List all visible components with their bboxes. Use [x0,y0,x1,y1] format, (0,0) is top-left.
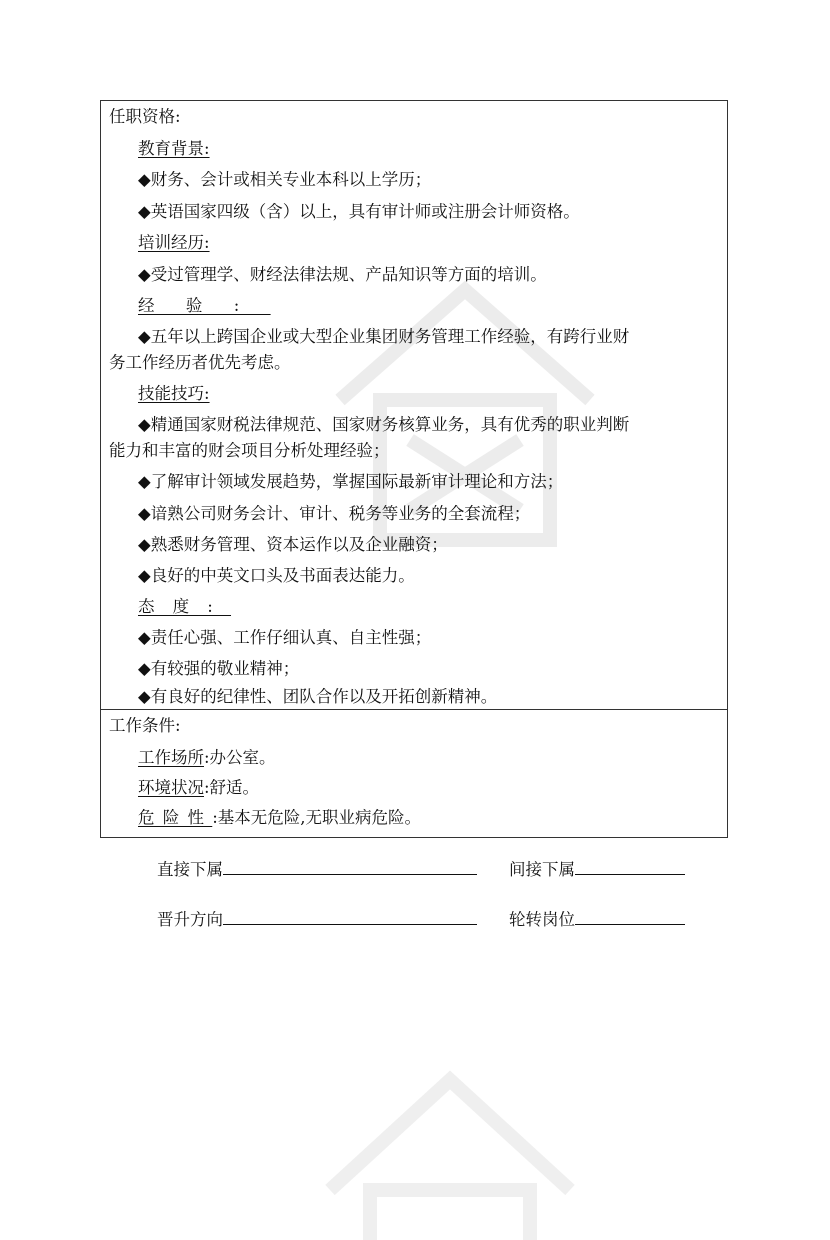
workplace-label: 工作场所 [138,748,204,767]
environment-row [138,776,719,800]
experience-heading [138,294,719,318]
training-heading [138,231,719,255]
rotation-position-field[interactable] [575,906,685,925]
promotion-direction-label: 晋升方向 [157,910,223,929]
experience-heading-text: 经验: [138,296,271,315]
skills-item-5: ◆良好的中英文口头及书面表达能力。 [138,566,415,585]
skills-item-1-line-1: ◆精通国家财税法律规范、国家财务核算业务，具有优秀的职业判断 [138,415,630,434]
experience-item-line-2: 务工作经历者优先考虑。 [109,353,291,372]
promotion-direction-field[interactable] [223,906,477,925]
attitude-heading [138,595,719,619]
rotation-position-label: 轮转岗位 [509,910,575,929]
attitude-item-1: ◆责任心强、工作仔细认真、自主性强； [138,628,432,647]
skills-heading [138,382,719,406]
education-item-2: ◆英语国家四级（含）以上，具有审计师或注册会计师资格。 [138,202,580,221]
environment-label: 环境状况 [138,778,204,797]
skills-item-2: ◆了解审计领域发展趋势，掌握国际最新审计理论和方法； [138,472,564,491]
workplace-value: :办公室。 [204,748,276,767]
footer-row-subordinates [157,856,685,882]
risk-value: :基本无危险,无职业病危险。 [212,808,422,827]
training-item-1: ◆受过管理学、财经法律法规、产品知识等方面的培训。 [138,265,547,284]
education-heading [138,137,719,161]
experience-item-line-1: ◆五年以上跨国企业或大型企业集团财务管理工作经验，有跨行业财 [138,327,630,346]
skills-heading-text: 技能技巧: [138,384,210,403]
skills-item-4: ◆熟悉财务管理、资本运作以及企业融资； [138,535,448,554]
risk-label: 危险性 [138,808,213,827]
footer-row-career [157,906,685,932]
qualifications-title: 任职资格: [109,107,181,126]
workplace-row [138,746,719,770]
attitude-item-3: ◆有良好的纪律性、团队合作以及开拓创新精神。 [138,687,498,706]
indirect-subordinate-field[interactable] [575,856,685,875]
skills-item-3: ◆谙熟公司财务会计、审计、税务等业务的全套流程； [138,504,531,523]
conditions-cell [101,710,728,838]
risk-row [138,806,719,830]
education-item-1: ◆财务、会计或相关专业本科以上学历； [138,170,432,189]
direct-subordinate-label: 直接下属 [157,860,223,879]
conditions-title: 工作条件: [109,716,181,735]
indirect-subordinate-label: 间接下属 [509,860,575,879]
training-heading-text: 培训经历: [138,233,210,252]
qualifications-cell [101,101,728,710]
skills-item-1-line-2: 能力和丰富的财会项目分析处理经验； [109,441,390,460]
watermark-logo-bottom [300,1040,600,1240]
attitude-item-2: ◆有较强的敬业精神； [138,659,300,678]
job-requirements-table [100,100,728,838]
environment-value: :舒适。 [204,778,260,797]
attitude-heading-text: 态度: [138,597,232,616]
direct-subordinate-field[interactable] [223,856,477,875]
education-heading-text: 教育背景: [138,139,210,158]
